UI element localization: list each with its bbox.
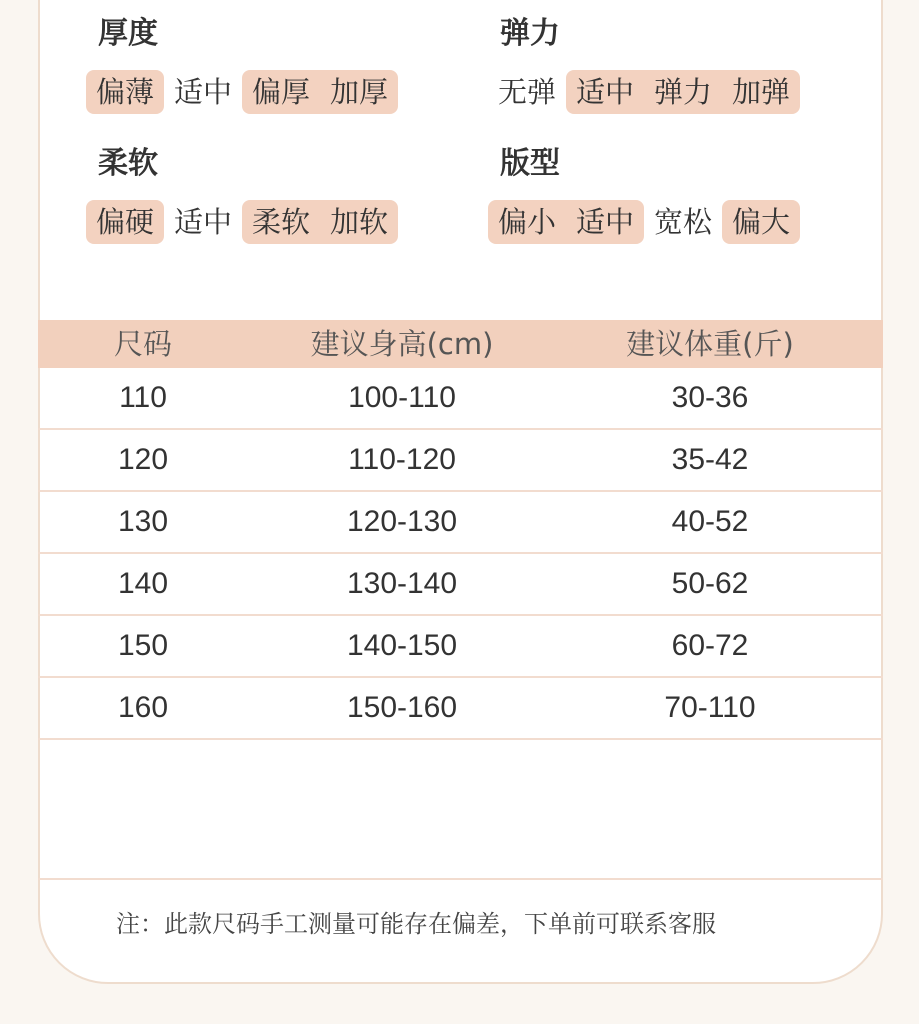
attribute-title: 柔软 [98,146,158,181]
weight-cell: 50-62 [671,567,749,600]
divider [38,878,883,880]
table-row [38,554,883,616]
measurement-note: 注：此款尺码手工测量可能存在偏差，下单前可联系客服 [116,910,716,938]
size-cell: 140 [117,567,169,600]
size-cell: 160 [117,691,169,724]
option: 偏厚 [242,70,320,114]
option: 偏薄 [86,70,164,114]
size-cell: 150 [117,629,169,662]
option: 加弹 [722,70,800,114]
table-row [38,616,883,678]
height-cell: 120-130 [346,505,458,538]
height-cell: 140-150 [346,629,458,662]
size-cell: 130 [117,505,169,538]
option: 偏大 [722,200,800,244]
option: 偏硬 [86,200,164,244]
attribute-fit [488,144,800,244]
option: 适中 [566,200,644,244]
attribute-title: 版型 [500,146,560,181]
option-row [86,200,398,244]
option: 适中 [566,70,644,114]
size-cell: 110 [119,381,167,414]
option: 偏小 [488,200,566,244]
option-row [86,70,398,114]
header-size: 尺码 [113,327,173,361]
weight-cell: 30-36 [671,381,749,414]
table-row [38,430,883,492]
option: 柔软 [242,200,320,244]
option-row [488,200,800,244]
weight-cell: 60-72 [671,629,749,662]
attribute-thickness [86,14,398,114]
size-table [38,320,883,740]
header-weight: 建议体重(斤) [626,327,794,361]
table-row [38,492,883,554]
option: 加软 [320,200,398,244]
height-cell: 100-110 [348,381,456,414]
height-cell: 150-160 [346,691,458,724]
table-header [38,320,883,368]
attribute-title: 厚度 [98,16,158,51]
option: 无弹 [498,75,557,109]
option: 适中 [174,75,233,109]
height-cell: 110-120 [348,443,456,476]
weight-cell: 35-42 [671,443,749,476]
option: 弹力 [644,70,722,114]
height-cell: 130-140 [346,567,458,600]
attribute-elasticity [488,14,800,114]
size-cell: 120 [117,443,169,476]
weight-cell: 40-52 [671,505,749,538]
weight-cell: 70-110 [664,691,756,724]
option: 加厚 [320,70,398,114]
attribute-title: 弹力 [500,16,560,51]
option-row [488,70,800,114]
option: 适中 [174,205,233,239]
option: 宽松 [654,205,713,239]
table-row [38,678,883,740]
attribute-softness [86,144,398,244]
table-row [38,368,883,430]
header-height: 建议身高(cm) [310,327,494,361]
